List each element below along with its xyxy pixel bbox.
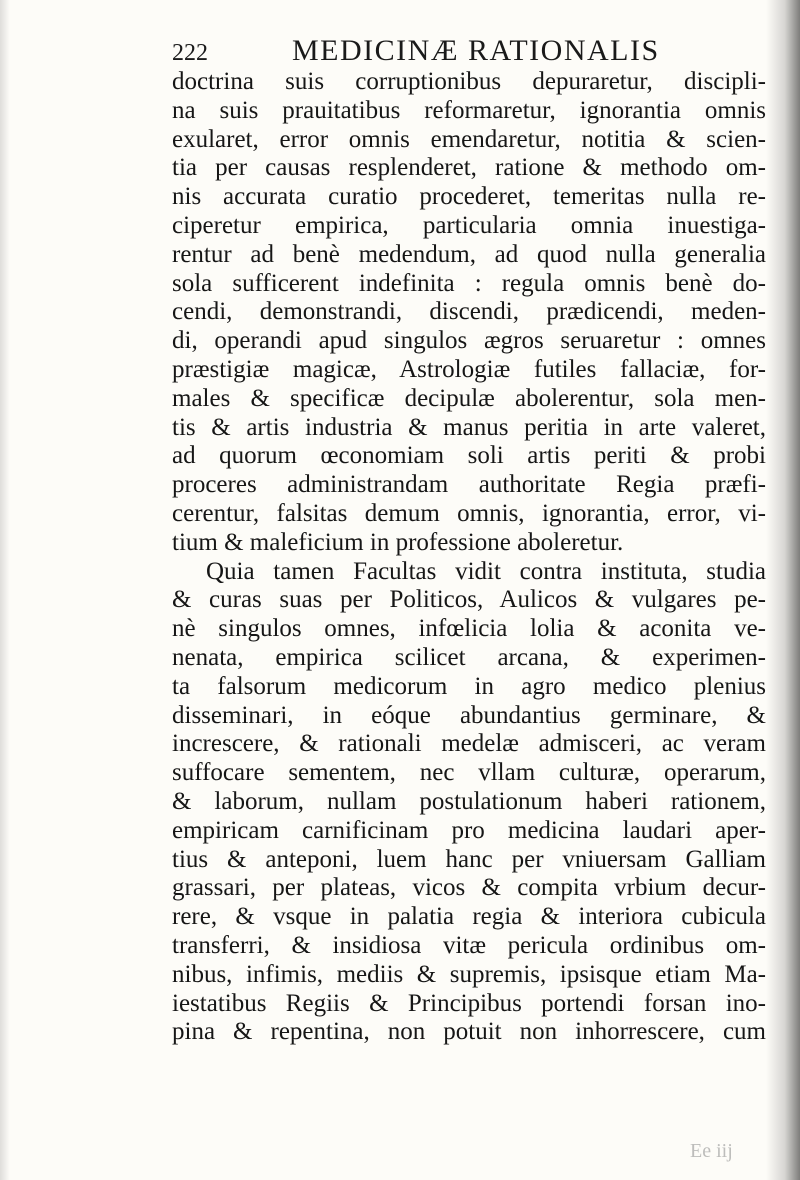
signature-mark: Ee iij	[690, 1140, 733, 1162]
text-line: suffocare sementem, nec vllam culturæ, operarum,	[172, 759, 766, 787]
text-line: nibus, infimis, mediis & supremis, ipsisque etiam Ma-	[172, 960, 766, 988]
text-line: nenata, empirica scilicet arcana, & experimen-	[172, 643, 766, 671]
text-line: iestatibus Regiis & Principibus portendi forsan ino-	[172, 989, 766, 1017]
paragraph-start-line: Quia tamen Facultas vidit contra instituta, studia	[206, 557, 766, 585]
text-line: tia per causas resplenderet, ratione & methodo om-	[172, 154, 766, 182]
text-line: proceres administrandam authoritate Regia præfi-	[172, 471, 766, 499]
running-title: MEDICINÆ RATIONALIS	[292, 34, 660, 67]
text-line: doctrina suis corruptionibus depuraretur, discipli-	[172, 68, 766, 95]
text-line: tius & anteponi, luem hanc per vniuersam Galliam	[172, 845, 766, 873]
text-line: pina & repentina, non potuit non inhorrescere, cum	[172, 1018, 766, 1046]
body-text	[172, 68, 766, 1047]
page-gutter-shadow	[766, 0, 800, 1180]
text-line: ad quorum œconomiam soli artis periti & probi	[172, 442, 766, 470]
paragraph-end-line: tium & maleficium in professione aboleretur.	[172, 528, 624, 556]
text-line: empiricam carnificinam pro medicina laudari aper-	[172, 816, 766, 844]
text-line: rentur ad benè medendum, ad quod nulla generalia	[172, 240, 766, 268]
text-line: males & specificæ decipulæ abolerentur, sola men-	[172, 384, 766, 412]
text-line: disseminari, in eóque abundantius germinare, &	[172, 701, 766, 729]
text-line: & laborum, nullam postulationum haberi rationem,	[172, 787, 766, 815]
text-line: increscere, & rationali medelæ admisceri, ac veram	[172, 730, 766, 758]
text-line: tis & artis industria & manus peritia in arte valeret,	[172, 413, 766, 441]
text-line: di, operandi apud singulos ægros seruaretur : omnes	[172, 327, 766, 355]
text-line: nis accurata curatio procederet, temeritas nulla re-	[172, 183, 766, 211]
text-line: cerentur, falsitas demum omnis, ignorantia, error, vi-	[172, 499, 766, 527]
text-line: cendi, demonstrandi, discendi, prædicendi, meden-	[172, 298, 766, 326]
text-line: ciperetur empirica, particularia omnia inuestiga-	[172, 211, 766, 239]
text-line: præstigiæ magicæ, Astrologiæ futiles fallaciæ, for-	[172, 355, 766, 383]
text-line: transferri, & insidiosa vitæ pericula ordinibus om-	[172, 931, 766, 959]
text-line: exularet, error omnis emendaretur, notitia & scien-	[172, 125, 766, 153]
text-line: rere, & vsque in palatia regia & interiora cubicula	[172, 903, 766, 931]
text-line: na suis prauitatibus reformaretur, ignorantia omnis	[172, 96, 766, 124]
page-left-edge	[0, 0, 10, 1180]
text-line: ta falsorum medicorum in agro medico plenius	[172, 672, 766, 700]
text-line: & curas suas per Politicos, Aulicos & vulgares pe-	[172, 586, 766, 614]
text-line: sola sufficerent indefinita : regula omnis benè do-	[172, 269, 766, 297]
page-number: 222	[172, 40, 208, 66]
text-line: grassari, per plateas, vicos & compita vrbium decur-	[172, 874, 766, 902]
text-line: nè singulos omnes, infœlicia lolia & aconita ve-	[172, 615, 766, 643]
